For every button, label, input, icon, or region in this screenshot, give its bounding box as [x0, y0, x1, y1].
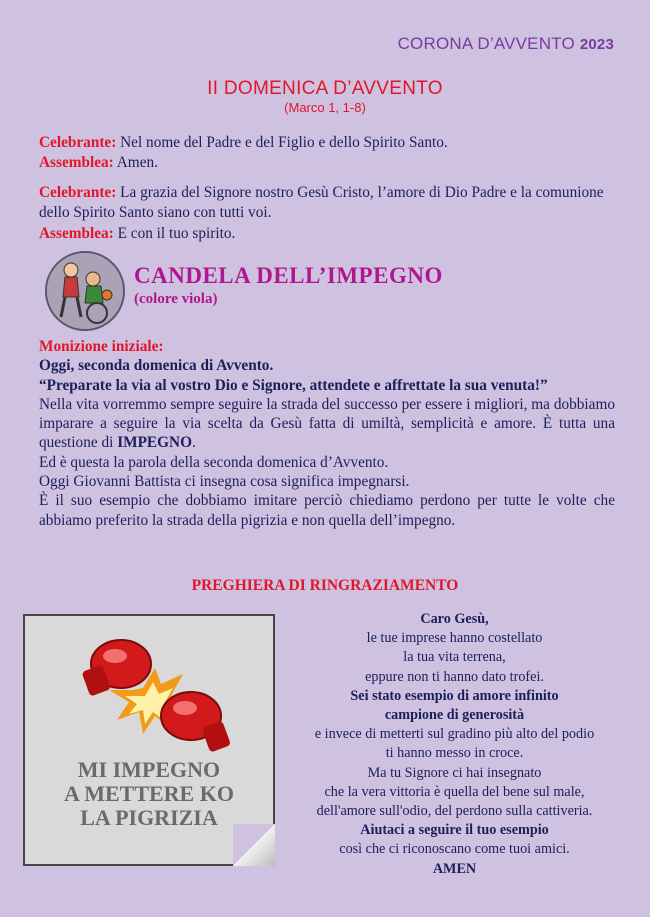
monizione-paragraph: È il suo esempio che dobbiamo imitare perciò chiediamo perdono per tutte le volte che abbiamo preferito la strada della pigrizia e non quella dell’impegno. [39, 492, 615, 529]
prayer-line: che la vera vittoria è quella del bene sul male, [324, 783, 585, 800]
poster-line: LA PIGRIZIA [80, 805, 218, 830]
dialogue-line [39, 183, 617, 223]
monizione-intro: Oggi, seconda domenica di Avvento. [39, 357, 274, 375]
dialogue-line [39, 133, 617, 153]
candle-title: CANDELA DELL’IMPEGNO [134, 263, 443, 288]
monizione-section [39, 337, 615, 530]
prayer-line: Caro Gesù, [420, 611, 489, 627]
dialogue-text: E con il tuo spirito. [113, 225, 236, 242]
prayer-line: campione di generosità [384, 707, 525, 724]
candle-subtitle: (colore viola) [134, 291, 218, 307]
prayer-line: ti hanno messo in croce. [385, 745, 524, 762]
prayer-line: e invece di metterti sul gradino più alto del podio [314, 726, 595, 743]
monizione-quote: “Preparate la via al vostro Dio e Signore, attendete e affrettate la sua venuta!” [39, 376, 548, 394]
prayer-text [287, 610, 622, 879]
prayer-line: Ma tu Signore ci hai insegnato [367, 764, 542, 781]
role-label: Assemblea: [39, 154, 114, 171]
prayer-line: AMEN [432, 860, 477, 877]
role-label: Celebrante: [39, 134, 117, 151]
poster-line: MI IMPEGNO [77, 757, 221, 782]
emphasis-text: IMPEGNO [117, 434, 192, 452]
boxing-gloves-icon [25, 616, 273, 756]
monizione-paragraph [39, 395, 615, 453]
header-title-text: CORONA D’AVVENTO [397, 34, 575, 53]
dialogue-text: Nel nome del Padre e del Figlio e dello Spirito Santo. [116, 134, 448, 151]
header-title [398, 34, 614, 54]
gospel-reference: (Marco 1, 1-8) [284, 100, 366, 115]
poster [23, 614, 275, 866]
paragraph-text: . [191, 434, 196, 452]
prayer-line: dell'amore sull'odio, del perdono sulla cattiveria. [316, 803, 593, 820]
page-curl [233, 824, 275, 866]
role-label: Assemblea: [39, 225, 114, 242]
monizione-paragraph: Ed è questa la parola della seconda domenica d’Avvento. [39, 453, 389, 471]
monizione-paragraph: Oggi Giovanni Battista ci insegna cosa significa impegnarsi. [39, 473, 410, 491]
poster-text [25, 758, 273, 830]
prayer-line: Aiutaci a seguire il tuo esempio [360, 822, 549, 839]
dialogue-line [39, 153, 617, 173]
monizione-label: Monizione iniziale: [39, 338, 164, 355]
paragraph-text: Nella vita vorremmo sempre seguire la strada del successo per essere i migliori, ma dobbiamo imparare a seguire la via scelta da Gesù fatta di umiltà, semplicità e amore. È tutta una questione di [39, 395, 615, 452]
role-label: Celebrante: [39, 184, 117, 201]
athletes-icon [47, 253, 123, 329]
prayer-line: la tua vita terrena, [403, 649, 506, 666]
prayer-line: Sei stato esempio di amore infinito [350, 687, 559, 704]
prayer-title: PREGHIERA DI RINGRAZIAMENTO [191, 577, 459, 594]
sunday-title: II DOMENICA D’AVVENTO [207, 78, 443, 99]
prayer-line: eppure non ti hanno dato trofei. [365, 668, 544, 685]
prayer-line: le tue imprese hanno costellato [366, 630, 543, 647]
header-year: 2023 [579, 36, 614, 53]
prayer-line: così che ci riconoscano come tuoi amici. [339, 841, 570, 858]
athletes-illustration [45, 251, 125, 331]
dialogue-text: Amen. [113, 154, 158, 171]
dialogue-line [39, 224, 617, 244]
poster-line: A METTERE KO [64, 781, 234, 806]
dialogue-text: La grazia del Signore nostro Gesù Cristo, l’amore di Dio Padre e la comunione dello Spirito Santo siano con tutti voi. [39, 184, 604, 221]
